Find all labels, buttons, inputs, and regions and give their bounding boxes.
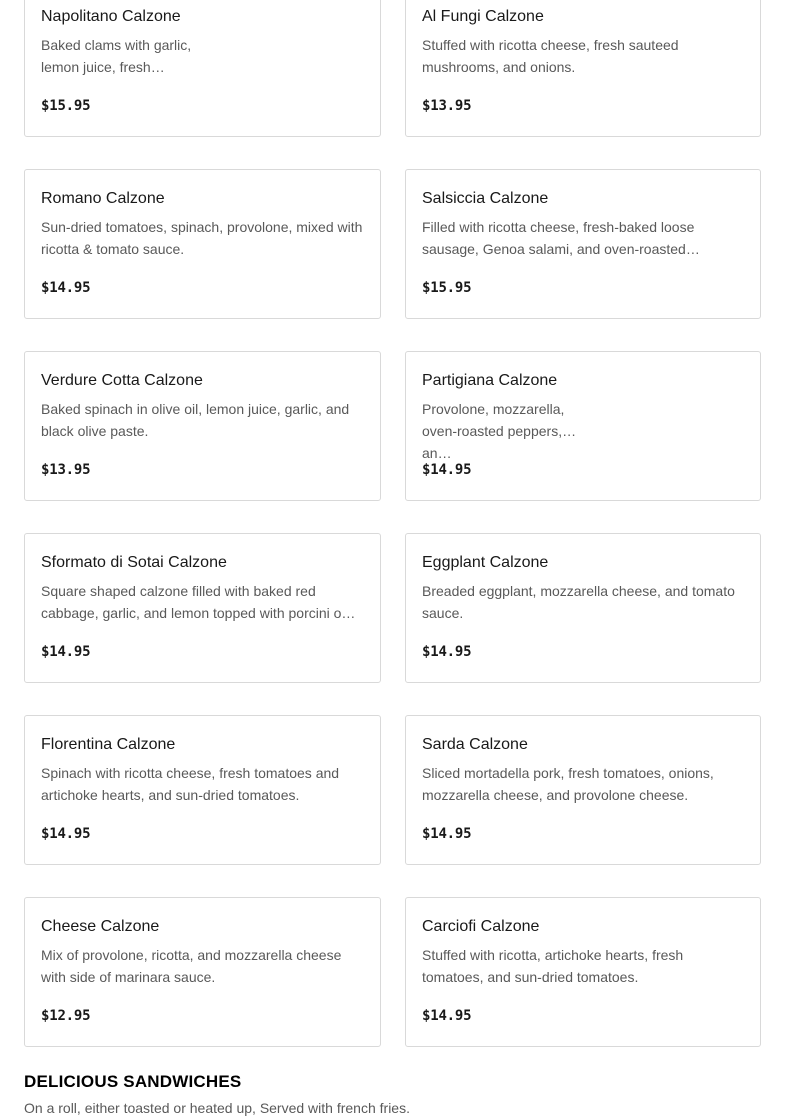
menu-item-price: $14.95 <box>422 826 472 842</box>
menu-item-price: $14.95 <box>422 644 472 660</box>
menu-item-price: $14.95 <box>41 644 91 660</box>
menu-item-description: Baked clams with garlic, lemon juice, fresh… <box>41 37 192 75</box>
menu-item-description: Baked spinach in olive oil, lemon juice, garlic, and black olive paste. <box>41 401 350 439</box>
menu-item-price: $14.95 <box>41 280 91 296</box>
menu-item-description: Sliced mortadella pork, fresh tomatoes, onions, mozzarella cheese, and provolone cheese. <box>422 765 714 803</box>
menu-item-description: Stuffed with ricotta cheese, fresh sauteed mushrooms, and onions. <box>422 37 679 75</box>
menu-item-name: Partigiana Calzone <box>422 372 558 389</box>
menu-item-description: Square shaped calzone filled with baked red cabbage, garlic, and lemon topped with porcini o… <box>41 583 356 621</box>
menu-item-card[interactable] <box>405 0 761 137</box>
menu-item-description: Stuffed with ricotta, artichoke hearts, fresh tomatoes, and sun-dried tomatoes. <box>422 947 684 985</box>
menu-item-card[interactable] <box>405 351 761 501</box>
menu-item-grid <box>24 0 761 1047</box>
menu-item-name: Romano Calzone <box>41 190 165 207</box>
menu-item-name: Cheese Calzone <box>41 918 160 935</box>
menu-item-name: Al Fungi Calzone <box>422 8 544 25</box>
menu-item-price: $14.95 <box>41 826 91 842</box>
menu-item-name: Florentina Calzone <box>41 736 176 753</box>
menu-item-name: Napolitano Calzone <box>41 8 181 25</box>
menu-item-description: Mix of provolone, ricotta, and mozzarella cheese with side of marinara sauce. <box>41 947 342 985</box>
menu-item-description: Provolone, mozzarella, oven-roasted peppers, an… <box>422 401 565 461</box>
menu-item-name: Verdure Cotta Calzone <box>41 372 203 389</box>
menu-item-card[interactable] <box>405 169 761 319</box>
menu-item-name: Carciofi Calzone <box>422 918 540 935</box>
menu-item-price: $15.95 <box>422 280 472 296</box>
section-subtitle: On a roll, either toasted or heated up, Served with french fries. <box>24 1100 410 1116</box>
menu-item-name: Sarda Calzone <box>422 736 528 753</box>
menu-item-name: Sformato di Sotai Calzone <box>41 554 227 571</box>
menu-item-price: $12.95 <box>41 1008 91 1024</box>
menu-item-card[interactable] <box>24 169 381 319</box>
menu-item-card[interactable] <box>405 897 761 1047</box>
menu-item-price: $15.95 <box>41 98 91 114</box>
menu-item-description: Sun-dried tomatoes, spinach, provolone, mixed with ricotta & tomato sauce. <box>41 219 363 257</box>
menu-item-card[interactable] <box>24 897 381 1047</box>
menu-item-price: $14.95 <box>422 1008 472 1024</box>
menu-item-name: Salsiccia Calzone <box>422 190 549 207</box>
menu-item-price: $13.95 <box>41 462 91 478</box>
menu-item-description: Filled with ricotta cheese, fresh-baked loose sausage, Genoa salami, and oven-roasted… <box>422 219 700 257</box>
sandwiches-section-header <box>24 1071 761 1117</box>
menu-item-card[interactable] <box>405 715 761 865</box>
menu-item-card[interactable] <box>24 715 381 865</box>
menu-item-name: Eggplant Calzone <box>422 554 549 571</box>
menu-item-price: $13.95 <box>422 98 472 114</box>
menu-item-card[interactable] <box>24 0 381 137</box>
menu-item-price: $14.95 <box>422 462 472 478</box>
menu-item-description: Spinach with ricotta cheese, fresh tomatoes and artichoke hearts, and sun-dried tomatoes. <box>41 765 340 803</box>
section-title: DELICIOUS SANDWICHES <box>24 1072 242 1091</box>
menu-item-card[interactable] <box>405 533 761 683</box>
menu-item-card[interactable] <box>24 351 381 501</box>
menu-item-description: Breaded eggplant, mozzarella cheese, and tomato sauce. <box>422 583 735 621</box>
menu-item-card[interactable] <box>24 533 381 683</box>
